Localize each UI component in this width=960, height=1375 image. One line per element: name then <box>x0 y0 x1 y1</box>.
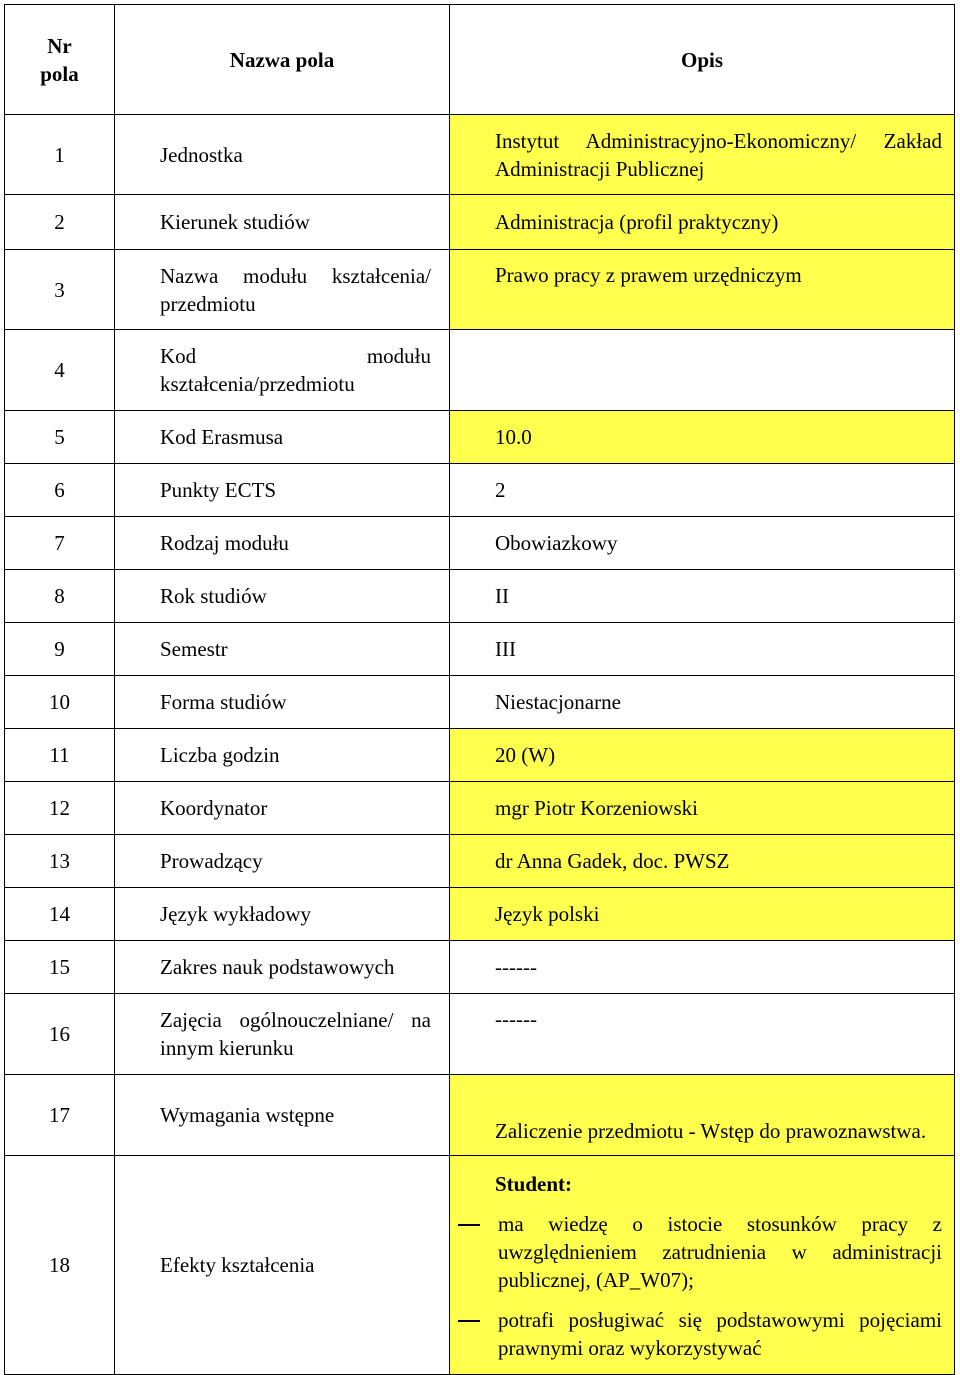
row-number: 17 <box>5 1075 115 1156</box>
row-field-name <box>115 994 450 1075</box>
row-description: mgr Piotr Korzeniowski <box>450 782 955 835</box>
row-field-name: Kierunek studiów <box>115 195 450 250</box>
table-row <box>5 411 955 464</box>
table-row <box>5 570 955 623</box>
row-description: 2 <box>450 464 955 517</box>
row-field-name: Język wykładowy <box>115 888 450 941</box>
row-number: 9 <box>5 623 115 676</box>
row-field-name: Punkty ECTS <box>115 464 450 517</box>
list-item-text: ma wiedzę o istocie stosunków pracy z uwzględnieniem zatrudnienia w administracji publicznej, (AP_W07); <box>498 1212 942 1292</box>
table-row <box>5 941 955 994</box>
row-field-name: Kod Erasmusa <box>115 411 450 464</box>
table-row <box>5 1156 955 1375</box>
row-field-name: Rodzaj modułu <box>115 517 450 570</box>
row-description: Prawo pracy z prawem urzędniczym <box>450 250 955 330</box>
row-description: ------ <box>450 941 955 994</box>
table-row <box>5 195 955 250</box>
table-row <box>5 888 955 941</box>
row-number: 1 <box>5 115 115 195</box>
header-row <box>5 5 955 115</box>
row-description: 20 (W) <box>450 729 955 782</box>
row-field-name: Prowadzący <box>115 835 450 888</box>
row-number: 15 <box>5 941 115 994</box>
row-description-text: Instytut Administracyjno-Ekonomiczny/ Zakład Administracji Publicznej <box>495 128 942 181</box>
row-description: dr Anna Gadek, doc. PWSZ <box>450 835 955 888</box>
row-number: 7 <box>5 517 115 570</box>
row-number: 12 <box>5 782 115 835</box>
row-description <box>450 1156 955 1375</box>
row-description: 10.0 <box>450 411 955 464</box>
table-row <box>5 330 955 411</box>
row-number: 11 <box>5 729 115 782</box>
row-field-name: Rok studiów <box>115 570 450 623</box>
row-number: 4 <box>5 330 115 411</box>
list-item <box>450 1210 954 1294</box>
row-description: III <box>450 623 955 676</box>
table-row <box>5 115 955 195</box>
row-field-name-text: Nazwa modułu kształcenia/ przedmiotu <box>160 263 431 316</box>
row-description: Obowiazkowy <box>450 517 955 570</box>
row-field-name: Zakres nauk podstawowych <box>115 941 450 994</box>
row-description: Niestacjonarne <box>450 676 955 729</box>
row-number: 16 <box>5 994 115 1075</box>
row-field-name: Efekty kształcenia <box>115 1156 450 1375</box>
row-description: Język polski <box>450 888 955 941</box>
table-row <box>5 676 955 729</box>
row-field-name: Jednostka <box>115 115 450 195</box>
row-description <box>450 330 955 411</box>
row-description: II <box>450 570 955 623</box>
row-field-name <box>115 330 450 411</box>
header-nr-label: Nr pola <box>40 33 79 86</box>
dash-bullet-icon <box>458 1224 480 1226</box>
table-row <box>5 517 955 570</box>
table-row <box>5 994 955 1075</box>
row-number: 3 <box>5 250 115 330</box>
table-row <box>5 782 955 835</box>
row-description-text: Zaliczenie przedmiotu - Wstęp do prawoznawstwa. <box>495 1119 927 1143</box>
row-field-name: Wymagania wstępne <box>115 1075 450 1156</box>
row-number: 14 <box>5 888 115 941</box>
list-item <box>450 1306 954 1362</box>
row-field-name-text: Kod modułu kształcenia/przedmiotu <box>160 344 431 396</box>
row-description <box>450 1075 955 1156</box>
list-item-text: potrafi posługiwać się podstawowymi pojęciami prawnymi oraz wykorzystywać <box>498 1308 942 1360</box>
table-row <box>5 835 955 888</box>
row-field-name-text: Zajęcia ogólnouczelniane/ na innym kierunku <box>160 1008 431 1060</box>
row-field-name: Koordynator <box>115 782 450 835</box>
header-desc: Opis <box>450 5 955 115</box>
header-nr <box>5 5 115 115</box>
row-number: 2 <box>5 195 115 250</box>
row-field-name: Semestr <box>115 623 450 676</box>
dash-bullet-icon <box>458 1320 480 1322</box>
effects-title: Student: <box>495 1172 573 1196</box>
table-row <box>5 1075 955 1156</box>
row-number: 10 <box>5 676 115 729</box>
row-number: 13 <box>5 835 115 888</box>
course-info-table <box>4 4 955 1375</box>
row-description: ------ <box>450 994 955 1075</box>
row-field-name <box>115 250 450 330</box>
row-number: 5 <box>5 411 115 464</box>
row-description: Administracja (profil praktyczny) <box>450 195 955 250</box>
table-row <box>5 464 955 517</box>
table-row <box>5 623 955 676</box>
row-field-name: Liczba godzin <box>115 729 450 782</box>
table-row <box>5 729 955 782</box>
table-row <box>5 250 955 330</box>
row-number: 6 <box>5 464 115 517</box>
row-number: 8 <box>5 570 115 623</box>
row-description <box>450 115 955 195</box>
row-number: 18 <box>5 1156 115 1375</box>
header-name: Nazwa pola <box>115 5 450 115</box>
row-field-name: Forma studiów <box>115 676 450 729</box>
